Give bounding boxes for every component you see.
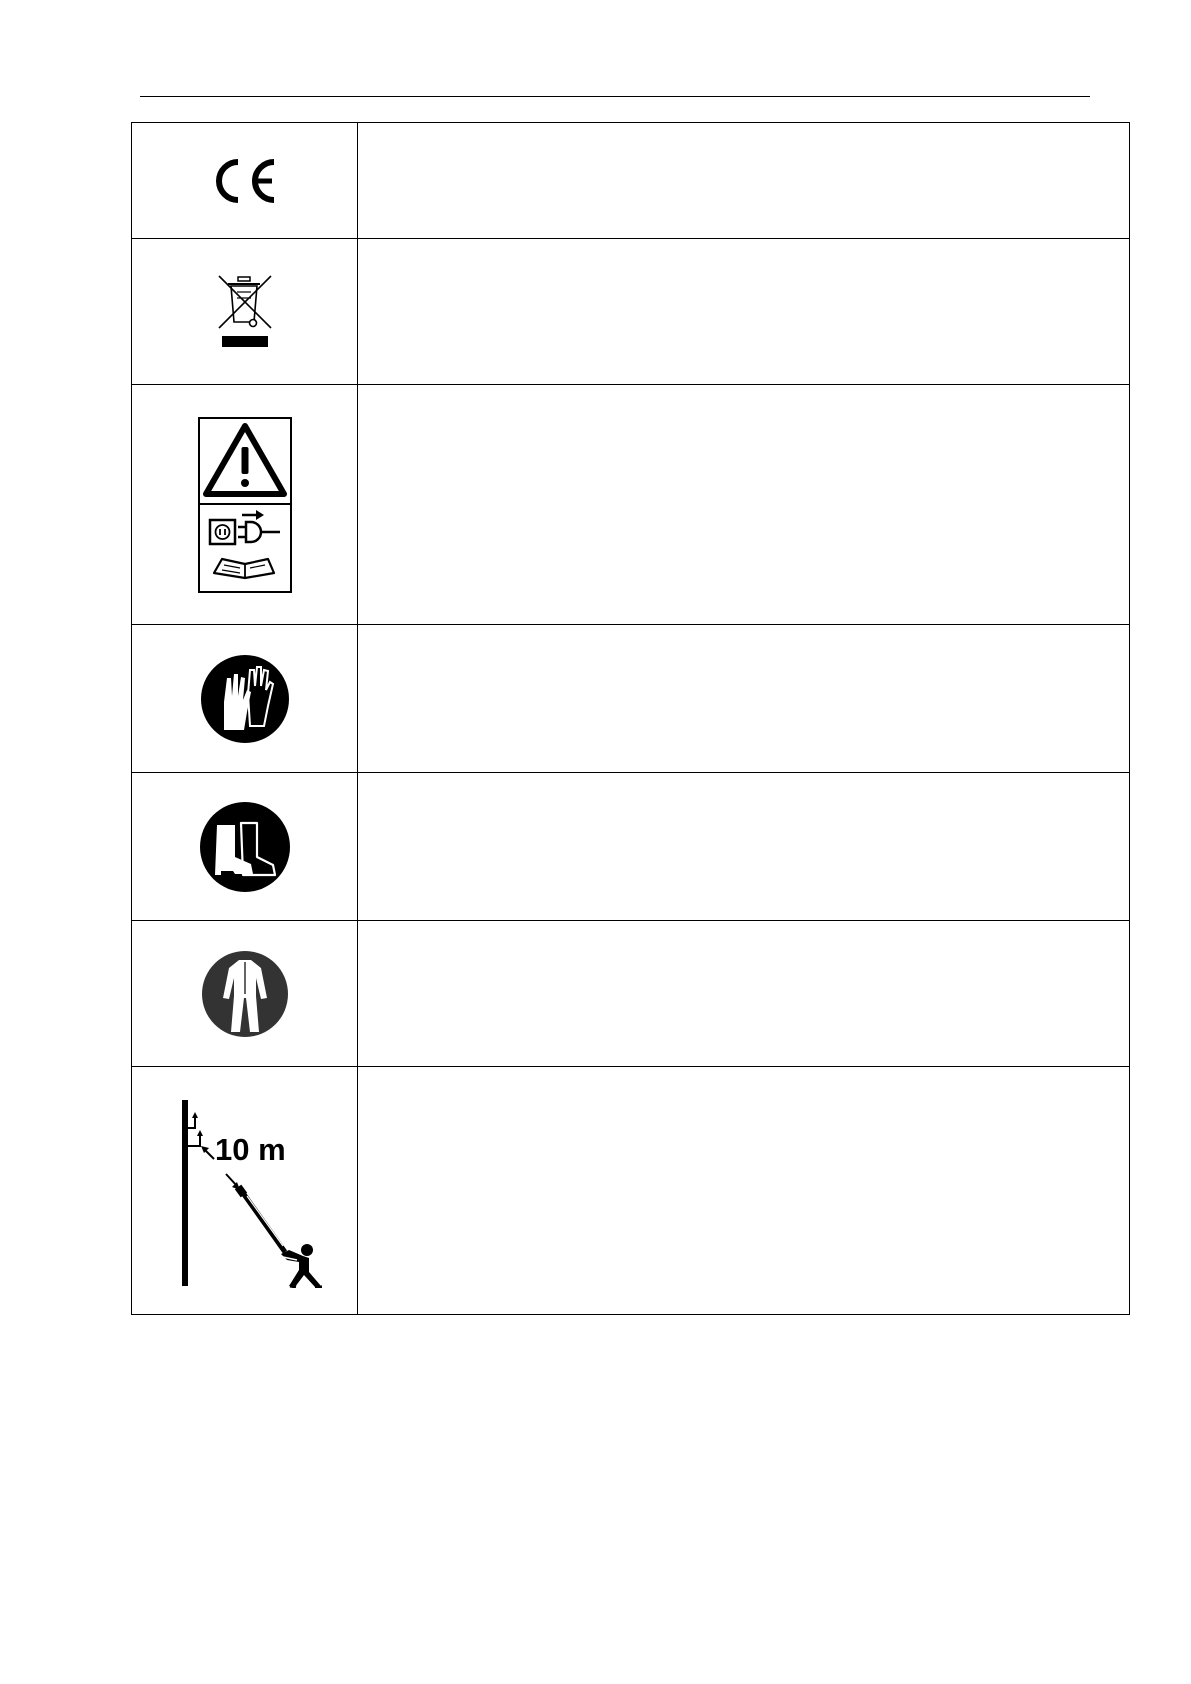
warning-unplug-read-manual-icon: [198, 417, 292, 593]
symbol-description: [358, 239, 1130, 385]
symbol-row-warning: [132, 385, 1130, 625]
symbol-description: [358, 1067, 1130, 1315]
symbol-row-gloves: [132, 625, 1130, 773]
symbol-row-weee: [132, 239, 1130, 385]
symbol-description: [358, 625, 1130, 773]
symbol-icon-cell: [132, 239, 358, 385]
ce-mark-icon: [210, 156, 280, 206]
symbol-icon-cell: [132, 921, 358, 1067]
distance-power-lines-icon: [165, 1094, 325, 1288]
symbol-description: [358, 921, 1130, 1067]
symbol-description: [358, 385, 1130, 625]
symbol-icon-cell: [132, 385, 358, 625]
distance-label: 10 m: [214, 1131, 286, 1167]
wear-boots-icon: [199, 801, 291, 893]
symbol-row-distance: [132, 1067, 1130, 1315]
symbol-table: [131, 122, 1130, 1315]
symbol-row-coverall: [132, 921, 1130, 1067]
symbol-description: [358, 773, 1130, 921]
symbol-row-boots: [132, 773, 1130, 921]
wear-gloves-icon: [200, 654, 290, 744]
symbol-description: [358, 123, 1130, 239]
header-rule: [140, 96, 1090, 97]
weee-crossed-bin-icon: [215, 274, 275, 350]
symbol-icon-cell: [132, 1067, 358, 1315]
symbol-row-ce: [132, 123, 1130, 239]
symbol-icon-cell: [132, 123, 358, 239]
symbol-icon-cell: [132, 625, 358, 773]
symbol-icon-cell: [132, 773, 358, 921]
wear-coverall-icon: [201, 950, 289, 1038]
